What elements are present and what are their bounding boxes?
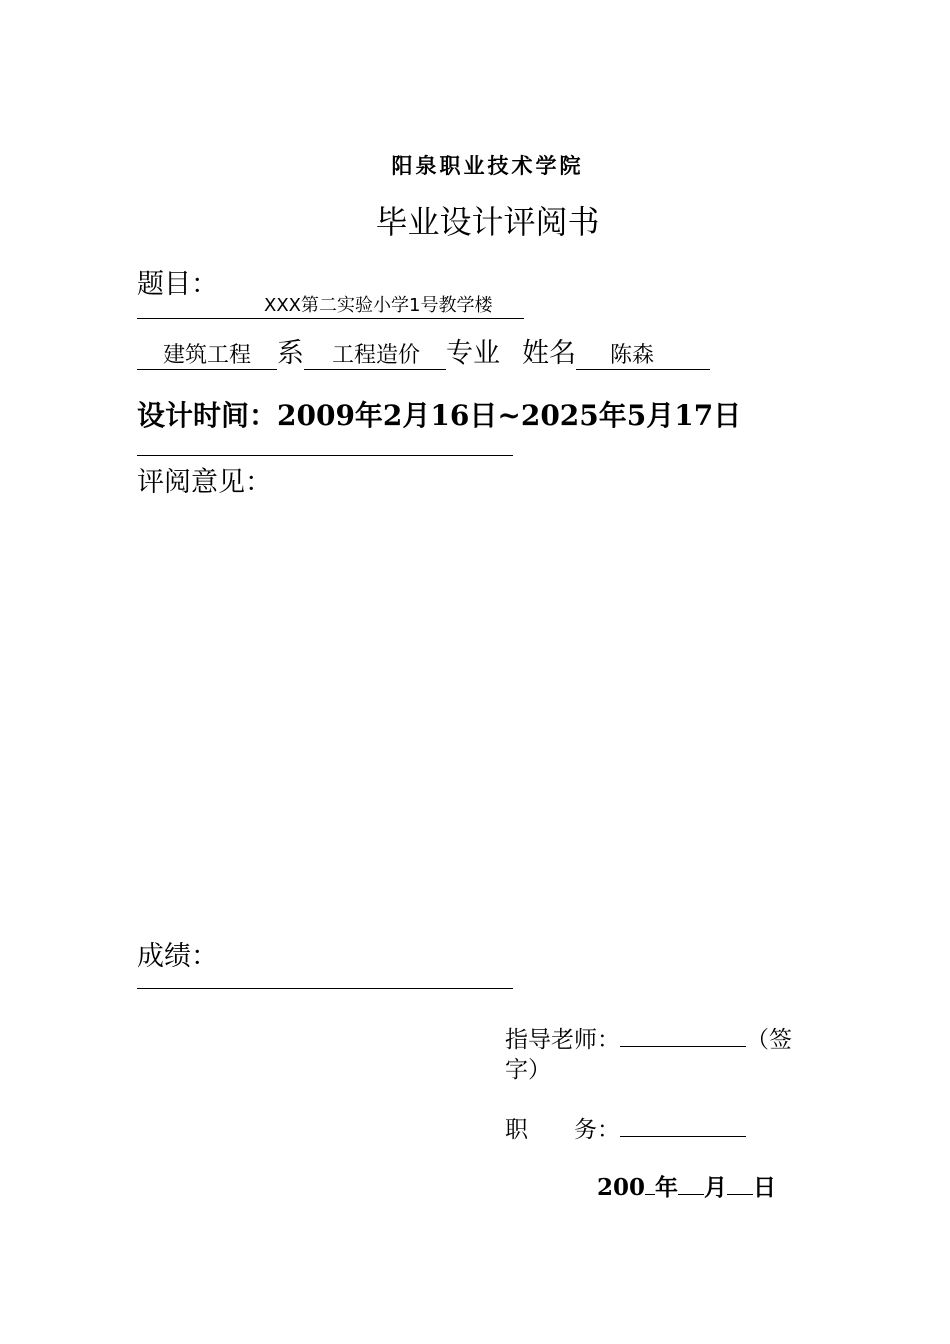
school-name: 阳泉职业技术学院 xyxy=(391,153,584,178)
date-year: 200 xyxy=(597,1174,646,1201)
topic-label: 题目： xyxy=(137,269,218,300)
date-month-unit: 月 xyxy=(704,1174,728,1201)
year-blank xyxy=(645,1172,655,1195)
advisor-signature xyxy=(505,1024,825,1085)
date-day-unit: 日 xyxy=(753,1174,777,1201)
position-blank xyxy=(620,1114,746,1137)
date-year-unit: 年 xyxy=(655,1174,679,1201)
topic-field xyxy=(137,296,524,319)
month-blank xyxy=(678,1172,704,1195)
major-suffix: 专业 xyxy=(446,338,501,369)
design-time: 设计时间：2009年2月16日~2025年5月17日 xyxy=(137,399,742,432)
position-row xyxy=(505,1111,746,1144)
name-label: 姓名 xyxy=(522,338,577,369)
advisor-suffix: （签字） xyxy=(505,1027,792,1083)
document-title: 毕业设计评阅书 xyxy=(375,203,600,241)
grade-line xyxy=(137,988,513,989)
advisor-blank xyxy=(620,1024,746,1047)
major-value: 工程造价 xyxy=(304,338,446,370)
department-suffix: 系 xyxy=(277,338,305,369)
student-info-row xyxy=(137,331,710,370)
advisor-label: 指导老师： xyxy=(505,1027,620,1053)
grade-label: 成绩： xyxy=(137,941,218,972)
divider-line xyxy=(137,455,513,456)
signature-date xyxy=(597,1169,776,1202)
position-label: 职 务： xyxy=(505,1117,620,1143)
student-name: 陈森 xyxy=(576,338,710,370)
review-opinion-label: 评阅意见： xyxy=(137,467,272,498)
topic-value: XXX第二实验小学1号教学楼 xyxy=(264,295,493,316)
department-value: 建筑工程 xyxy=(137,338,277,370)
day-blank xyxy=(727,1172,753,1195)
